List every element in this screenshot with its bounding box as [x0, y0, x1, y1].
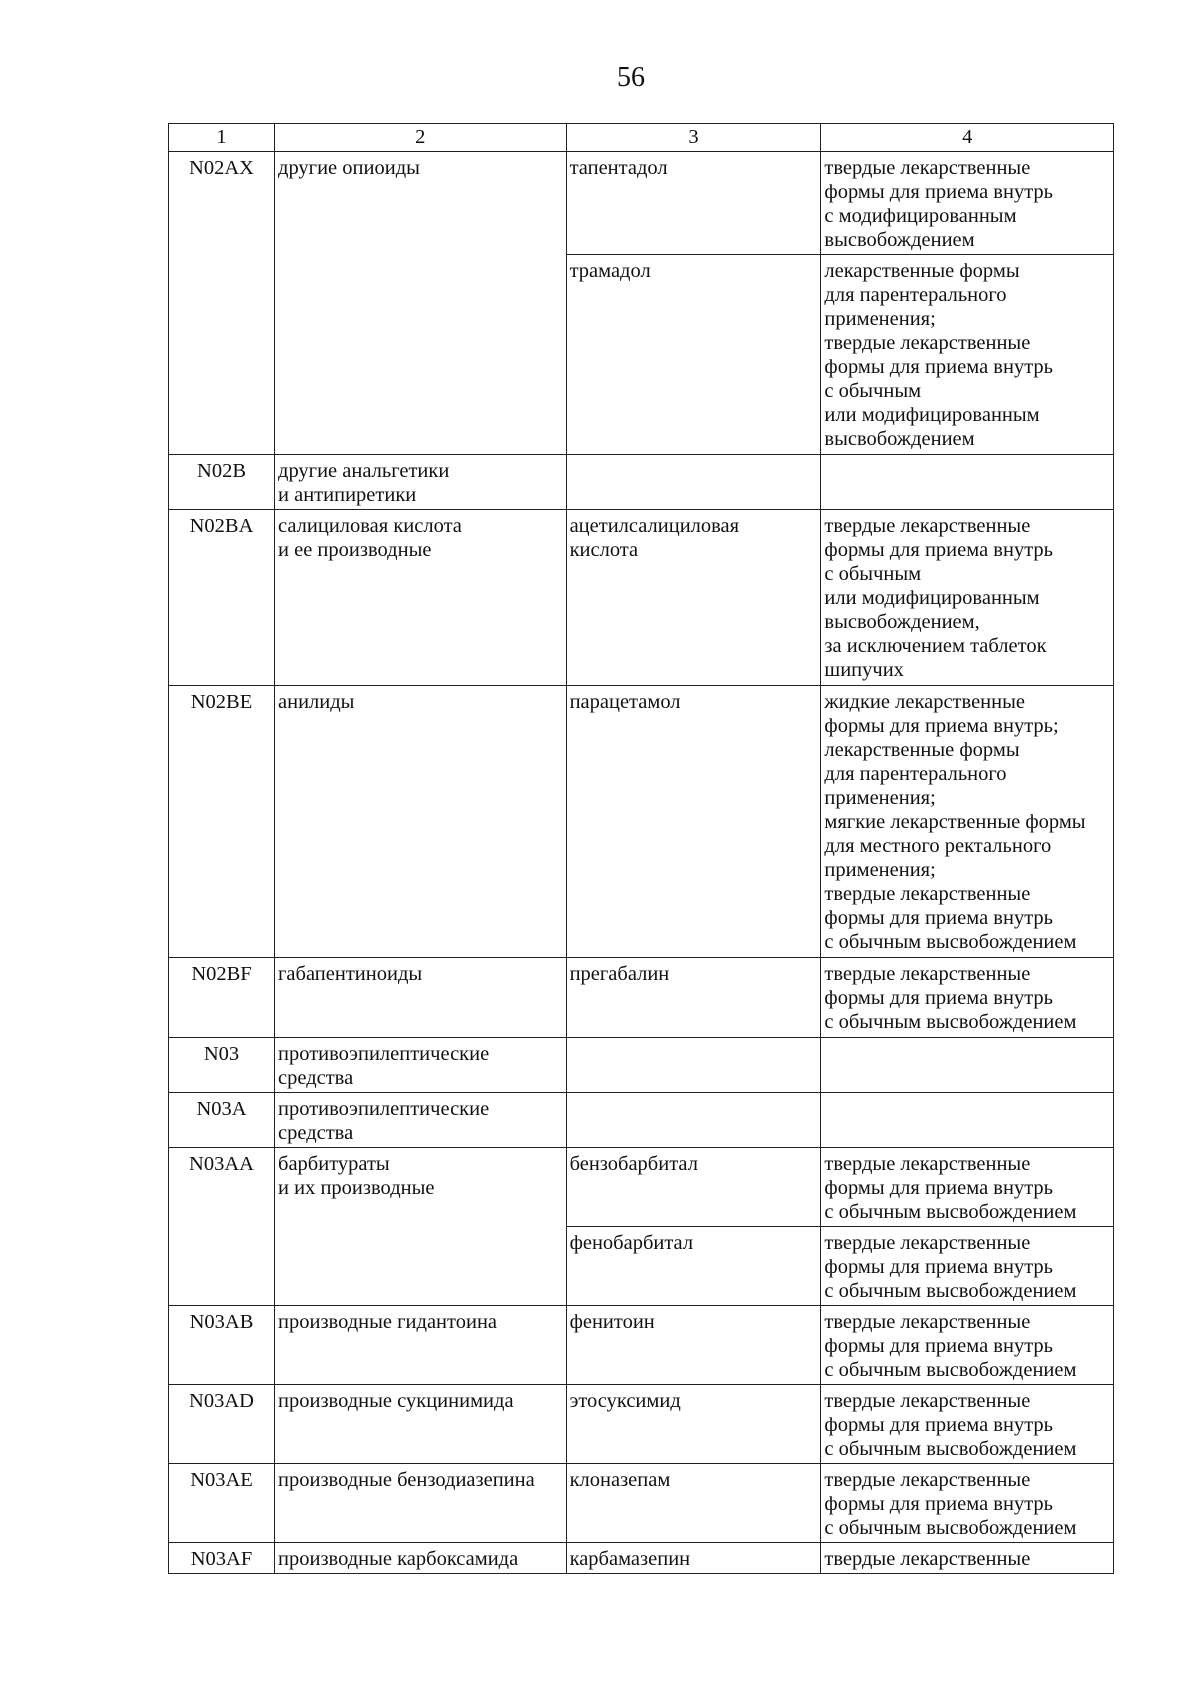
atc-code-cell: N02AX: [169, 152, 275, 455]
group-cell: производные бензодиазепина: [275, 1464, 567, 1543]
table-row: [169, 1148, 1114, 1227]
column-header: 4: [821, 124, 1114, 152]
table-row: [169, 1464, 1114, 1543]
atc-code-cell: N03AD: [169, 1385, 275, 1464]
form-cell: твердые лекарственные формы для приема внутрь с обычным высвобождением: [821, 1227, 1114, 1306]
drug-cell: парацетамол: [566, 686, 821, 958]
group-cell: другие анальгетики и антипиретики: [275, 455, 567, 510]
form-cell: жидкие лекарственные формы для приема внутрь; лекарственные формы для парентерального применения; мягкие лекарственные формы для местного ректального применения; твердые лекарственные формы для приема внутрь с обычным высвобождением: [821, 686, 1114, 958]
atc-code-cell: N02B: [169, 455, 275, 510]
form-cell: твердые лекарственные формы для приема внутрь с обычным высвобождением: [821, 1306, 1114, 1385]
drug-cell: ацетилсалициловая кислота: [566, 510, 821, 686]
form-cell: [821, 455, 1114, 510]
form-cell: твердые лекарственные формы для приема внутрь с обычным или модифицированным высвобождением, за исключением таблеток шипучих: [821, 510, 1114, 686]
table-row: [169, 1306, 1114, 1385]
form-cell: твердые лекарственные формы для приема внутрь с обычным высвобождением: [821, 1385, 1114, 1464]
column-header: 2: [275, 124, 567, 152]
group-cell: противоэпилептические средства: [275, 1038, 567, 1093]
drug-table: [168, 123, 1114, 1574]
atc-code-cell: N03AB: [169, 1306, 275, 1385]
drug-cell: клоназепам: [566, 1464, 821, 1543]
drug-cell: фенобарбитал: [566, 1227, 821, 1306]
group-cell: барбитураты и их производные: [275, 1148, 567, 1306]
atc-code-cell: N02BE: [169, 686, 275, 958]
table-row: [169, 1543, 1114, 1574]
drug-cell: трамадол: [566, 255, 821, 455]
group-cell: анилиды: [275, 686, 567, 958]
form-cell: [821, 1038, 1114, 1093]
atc-code-cell: N03AE: [169, 1464, 275, 1543]
table-row: [169, 152, 1114, 255]
atc-code-cell: N03: [169, 1038, 275, 1093]
table-header-row: [169, 124, 1114, 152]
atc-code-cell: N02BF: [169, 958, 275, 1038]
atc-code-cell: N03A: [169, 1093, 275, 1148]
drug-cell: [566, 1038, 821, 1093]
drug-cell: бензобарбитал: [566, 1148, 821, 1227]
drug-cell: карбамазепин: [566, 1543, 821, 1574]
table-row: [169, 686, 1114, 958]
atc-code-cell: N02BA: [169, 510, 275, 686]
drug-cell: [566, 455, 821, 510]
page-number: 56: [617, 62, 645, 93]
drug-cell: [566, 1093, 821, 1148]
form-cell: твердые лекарственные формы для приема внутрь с модифицированным высвобождением: [821, 152, 1114, 255]
drug-cell: тапентадол: [566, 152, 821, 255]
group-cell: производные сукцинимида: [275, 1385, 567, 1464]
table-row: [169, 1038, 1114, 1093]
group-cell: салициловая кислота и ее производные: [275, 510, 567, 686]
drug-cell: фенитоин: [566, 1306, 821, 1385]
table-row: [169, 958, 1114, 1038]
drug-cell: этосуксимид: [566, 1385, 821, 1464]
table-row: [169, 1385, 1114, 1464]
form-cell: твердые лекарственные: [821, 1543, 1114, 1574]
group-cell: производные гидантоина: [275, 1306, 567, 1385]
form-cell: [821, 1093, 1114, 1148]
table-row: [169, 510, 1114, 686]
group-cell: габапентиноиды: [275, 958, 567, 1038]
form-cell: твердые лекарственные формы для приема внутрь с обычным высвобождением: [821, 1464, 1114, 1543]
drug-cell: прегабалин: [566, 958, 821, 1038]
table-row: [169, 455, 1114, 510]
group-cell: производные карбоксамида: [275, 1543, 567, 1574]
group-cell: другие опиоиды: [275, 152, 567, 455]
atc-code-cell: N03AA: [169, 1148, 275, 1306]
form-cell: лекарственные формы для парентерального применения; твердые лекарственные формы для приема внутрь с обычным или модифицированным высвобождением: [821, 255, 1114, 455]
table-row: [169, 1093, 1114, 1148]
form-cell: твердые лекарственные формы для приема внутрь с обычным высвобождением: [821, 958, 1114, 1038]
column-header: 3: [566, 124, 821, 152]
group-cell: противоэпилептические средства: [275, 1093, 567, 1148]
atc-code-cell: N03AF: [169, 1543, 275, 1574]
column-header: 1: [169, 124, 275, 152]
form-cell: твердые лекарственные формы для приема внутрь с обычным высвобождением: [821, 1148, 1114, 1227]
